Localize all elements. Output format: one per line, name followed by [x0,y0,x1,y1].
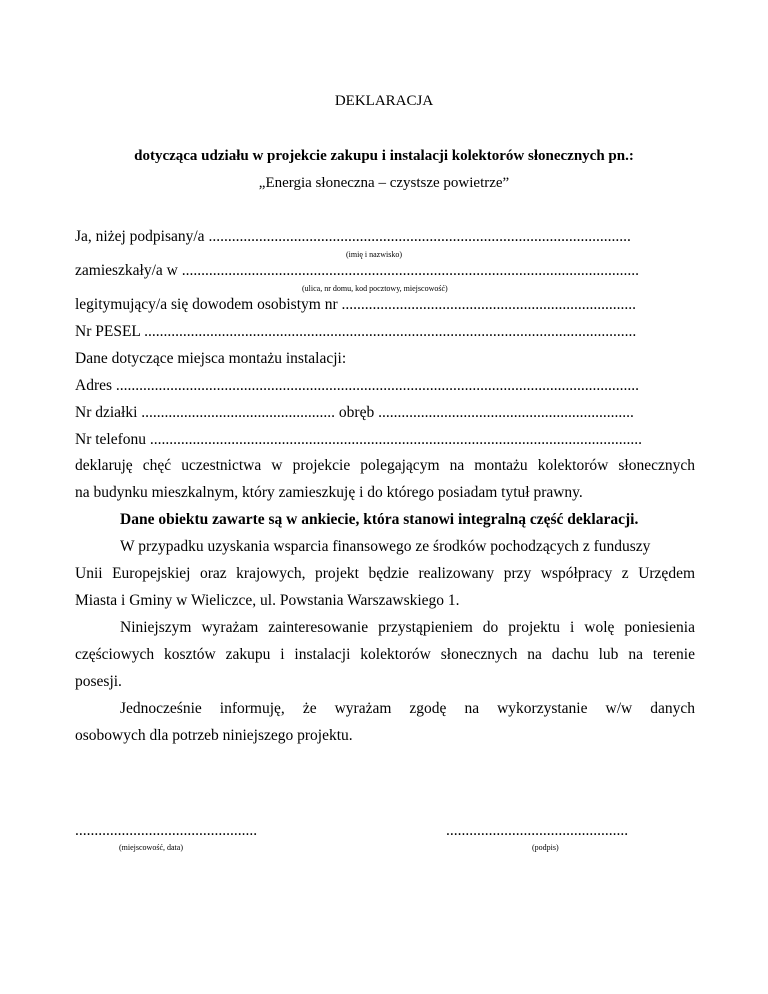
funding-line-1: W przypadku uzyskania wsparcia finansowego ze środków pochodzących z funduszy [120,538,651,555]
funding-line-2: Unii Europejskiej oraz krajowych, projekt będzie realizowany przy współpracy z Urzędem [75,565,695,582]
plot-number-field[interactable]: Nr działki .................................................. obręb .................................................................. [75,404,634,421]
install-location-heading: Dane dotyczące miejsca montażu instalacji: [75,350,347,367]
signature-field[interactable]: ............................................... [446,822,629,839]
address-field[interactable]: zamieszkały/a w ...................................................................................................................... [75,262,639,279]
consent-line-1: Jednocześnie informuję, że wyrażam zgodę na wykorzystanie w/w danych [120,700,695,717]
declaration-line-1: deklaruję chęć uczestnictwa w projekcie polegającym na montażu kolektorów słonecznych [75,457,695,474]
interest-line-3: posesji. [75,673,122,690]
consent-line-2: osobowych dla potrzeb niniejszego projektu. [75,727,353,744]
name-hint: (imię i nazwisko) [346,250,402,259]
pesel-field[interactable]: Nr PESEL ............................................................................................................................... [75,323,637,340]
id-number-field[interactable]: legitymujący/a się dowodem osobistym nr ............................................................................ [75,296,636,313]
document-title: DEKLARACJA [334,93,434,109]
funding-line-3: Miasta i Gminy w Wieliczce, ul. Powstania Warszawskiego 1. [75,592,460,609]
interest-line-2: częściowych kosztów zakupu i instalacji kolektorów słonecznych na dachu lub na terenie [75,646,695,663]
place-date-hint: (miejscowość, data) [119,843,183,852]
install-address-field[interactable]: Adres ....................................................................................................................................... [75,377,640,394]
document-subtitle: dotycząca udziału w projekcie zakupu i instalacji kolektorów słonecznych pn.: [134,148,634,164]
address-hint: (ulica, nr domu, kod pocztowy, miejscowość) [302,284,448,293]
interest-line-1: Niniejszym wyrażam zainteresowanie przystąpieniem do projektu i wolę poniesienia [120,619,695,636]
declaration-line-2: na budynku mieszkalnym, który zamieszkuję i do którego posiadam tytuł prawny. [75,484,583,501]
bold-note: Dane obiektu zawarte są w ankiecie, która stanowi integralną część deklaracji. [120,511,639,528]
phone-field[interactable]: Nr telefonu ............................................................................................................................... [75,431,643,448]
place-date-field[interactable]: ............................................... [75,822,258,839]
name-field[interactable]: Ja, niżej podpisany/a ............................................................................................................. [75,228,631,245]
signature-hint: (podpis) [532,843,559,852]
project-name: „Energia słoneczna – czystsze powietrze” [258,175,510,191]
